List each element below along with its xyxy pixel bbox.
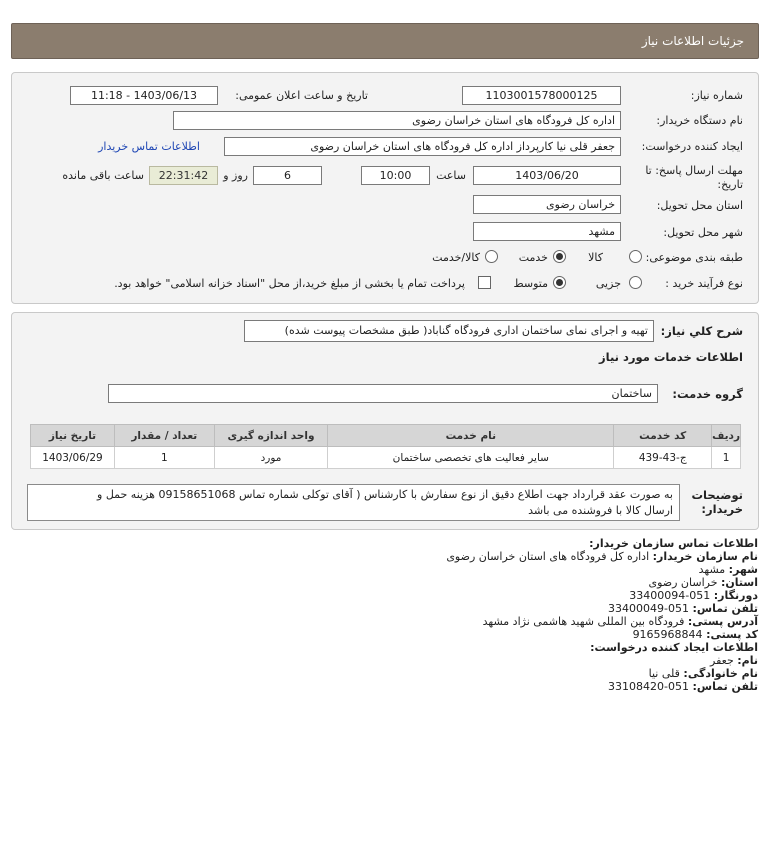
buyer-label: نام دستگاه خریدار: (656, 114, 743, 127)
process-radio-minor[interactable] (629, 276, 642, 289)
buyer-field[interactable]: اداره کل فرودگاه های استان خراسان رضوی (173, 111, 621, 130)
deadline-label: مهلت ارسال پاسخ: تا (645, 164, 743, 177)
contact-city: شهر: مشهد (698, 563, 758, 576)
deadline-date-label: تاریخ: (717, 178, 743, 191)
process-medium-label: متوسط (513, 277, 548, 290)
cell-row: 1 (712, 447, 741, 469)
page-title: جزئیات اطلاعات نیاز (641, 34, 744, 48)
buyer-notes-line: ارسال کالا با فروشنده می باشد (528, 504, 673, 517)
services-table (30, 424, 741, 469)
days-remaining-field[interactable]: 6 (253, 166, 322, 185)
creator-family: نام خانوادگی: قلی نیا (648, 667, 758, 680)
buyer-notes-label: توضیحات (691, 488, 743, 502)
col-service-name: نام خدمت (328, 425, 614, 447)
summary-label: شرح کلي نياز: (660, 324, 743, 338)
service-group-field[interactable]: ساختمان (108, 384, 658, 403)
deadline-time-field[interactable]: 10:00 (361, 166, 430, 185)
col-row: ردیف (712, 425, 741, 447)
category-goods-label: کالا (588, 251, 603, 264)
category-radio-goods-service[interactable] (485, 250, 498, 263)
city-field[interactable]: مشهد (473, 222, 621, 241)
buyer-notes-line: به صورت عقد قرارداد جهت اطلاع دقیق از نوع سفارش با کارشناس ( آقای توکلی شماره تماس 09158651068 هزینه حمل و (97, 488, 673, 501)
table-row[interactable] (31, 447, 741, 469)
days-label: روز و (223, 169, 248, 182)
need-number-field[interactable]: 1103001578000125 (462, 86, 621, 105)
contact-phone: تلفن تماس: 051-33400049 (608, 602, 758, 615)
remaining-time-display: 22:31:42 (149, 166, 218, 185)
contact-fax: دورنگار: 051-33400094 (629, 589, 758, 602)
cell-quantity: 1 (114, 447, 214, 469)
services-table-header (31, 425, 741, 447)
service-group-label: گروه خدمت: (672, 387, 743, 401)
col-service-code: کد خدمت (614, 425, 712, 447)
contact-province: استان: خراسان رضوی (648, 576, 758, 589)
need-info-panel (11, 72, 759, 304)
buyer-notes-label-2: خریدار: (701, 502, 743, 516)
category-service-label: خدمت (518, 251, 548, 264)
need-number-label: شماره نیاز: (690, 89, 743, 102)
col-quantity: تعداد / مقدار (114, 425, 214, 447)
summary-field[interactable]: تهیه و اجرای نمای ساختمان اداری فرودگاه گناباد( طبق مشخصات پیوست شده) (244, 320, 654, 342)
category-goods-service-label: کالا/خدمت (432, 251, 480, 264)
cell-service-code: ج-43-439 (614, 447, 712, 469)
cell-need-date: 1403/06/29 (31, 447, 115, 469)
process-minor-label: جزیی (595, 277, 621, 290)
buyer-contact-link[interactable]: اطلاعات تماس خریدار (98, 140, 200, 153)
buyer-notes-box (27, 484, 680, 521)
category-radio-goods[interactable] (629, 250, 642, 263)
province-label: استان محل تحویل: (656, 199, 743, 212)
creator-title: اطلاعات ایجاد کننده درخواست: (590, 641, 758, 654)
category-label: طبقه بندی موضوعی: (645, 251, 743, 264)
creator-field[interactable]: جعفر قلی نیا کارپرداز اداره کل فرودگاه های استان خراسان رضوی (224, 137, 621, 156)
creator-name: نام: جعفر (710, 654, 758, 667)
treasury-payment-note: پرداخت تمام یا بخشی از مبلغ خرید،از محل "اسناد خزانه اسلامی" خواهد بود. (114, 277, 465, 290)
cell-unit: مورد (214, 447, 328, 469)
contact-address: آدرس پستی: فرودگاه بین المللی شهید هاشمی نژاد مشهد (482, 615, 758, 628)
process-radio-medium[interactable] (553, 276, 566, 289)
creator-phone: تلفن تماس: 051-33108420 (608, 680, 758, 693)
page-header (11, 23, 759, 59)
treasury-checkbox[interactable] (478, 276, 491, 289)
creator-label: ایجاد کننده درخواست: (641, 140, 743, 153)
deadline-time-label: ساعت (436, 169, 466, 182)
col-unit: واحد اندازه گیری (214, 425, 328, 447)
category-radio-service[interactable] (553, 250, 566, 263)
remaining-time-label: ساعت باقی مانده (62, 169, 144, 182)
process-label: نوع فرآیند خرید : (665, 277, 743, 290)
announce-label: تاریخ و ساعت اعلان عمومی: (235, 89, 368, 102)
contact-title: اطلاعات تماس سازمان خریدار: (589, 537, 758, 550)
province-field[interactable]: خراسان رضوی (473, 195, 621, 214)
city-label: شهر محل تحویل: (663, 226, 743, 239)
announce-datetime-field[interactable]: 1403/06/13 - 11:18 (70, 86, 218, 105)
contact-org: نام سازمان خریدار: اداره کل فرودگاه های استان خراسان رضوی (446, 550, 758, 563)
col-need-date: تاریخ نیاز (31, 425, 115, 447)
cell-service-name: سایر فعالیت های تخصصی ساختمان (328, 447, 614, 469)
deadline-date-field[interactable]: 1403/06/20 (473, 166, 621, 185)
contact-postal-code: کد پستی: 9165968844 (632, 628, 758, 641)
services-title: اطلاعات خدمات مورد نیاز (599, 350, 743, 364)
